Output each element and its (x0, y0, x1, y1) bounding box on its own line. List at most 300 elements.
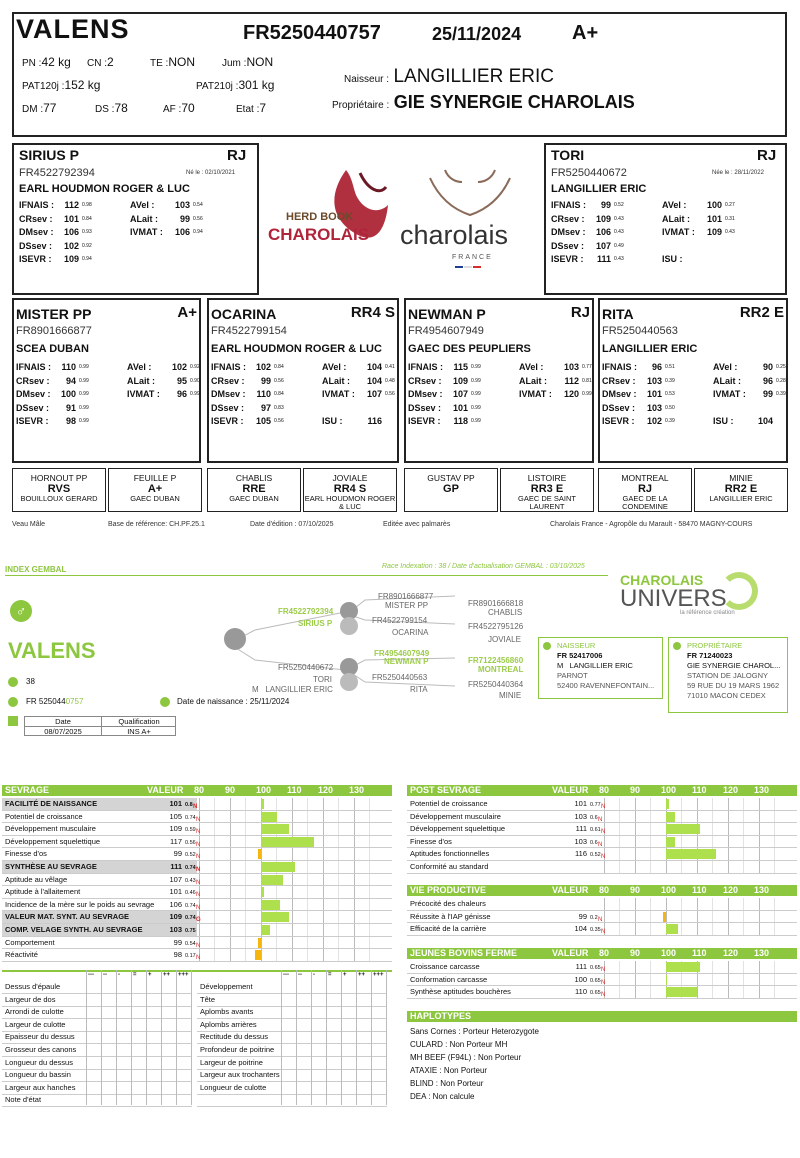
morpho-row (197, 981, 387, 993)
row-flag: N (196, 854, 201, 861)
index-value: 99 (179, 213, 190, 224)
grandparent-grade: RR2 E (739, 304, 784, 321)
gembal-id: FR 5250440757 (26, 697, 84, 706)
row-label: Développement musculaire (5, 824, 96, 834)
morpho-row (197, 1057, 387, 1069)
ggp-owner: BOUILLOUX GERARD (20, 494, 98, 503)
footer-base: Base de référence: CH.PF.25.1 (108, 521, 205, 528)
gembal-race-info: Race Indexation : 38 / Date d'actualisation GEMBAL : 03/10/2025 (382, 563, 585, 570)
sire-name: SIRIUS P (19, 147, 79, 163)
index-cd: 0.94 (193, 229, 203, 235)
ggp-owner: GAEC DE SAINT LAURENT (518, 494, 576, 511)
index-key: ISU : (322, 416, 343, 426)
row-cd: 0.2 (590, 914, 598, 921)
row-label: Incidence de la mère sur le poids au sevrage (5, 899, 155, 909)
morpho-col: -- (103, 972, 107, 978)
index-line (16, 416, 196, 429)
index-key: IFNAIS : (19, 200, 54, 210)
index-value: 103 (646, 375, 662, 386)
index-line (211, 375, 395, 389)
index-value: 99 (762, 389, 773, 399)
animal-grade: A+ (572, 22, 599, 44)
index-cd: 0.56 (274, 377, 284, 384)
morpho-col: ++ (163, 972, 171, 978)
morpho-col: = (328, 972, 332, 978)
grandparent-grade: RJ (570, 304, 590, 321)
grandparent-owner: SCEA DUBAN (16, 343, 89, 355)
index-value: 101 (452, 402, 468, 413)
row-cd: 0.6 (590, 814, 598, 821)
row-cd: 0.52 (185, 852, 196, 859)
morpho-row (2, 1006, 192, 1018)
index-cd: 0.27 (725, 202, 735, 208)
row-flag: N (601, 992, 606, 999)
row-label: Développement squelettique (410, 824, 506, 834)
morpho-row (197, 1006, 387, 1018)
index-key: IFNAIS : (602, 362, 637, 372)
row-cd: 0.77 (590, 802, 601, 808)
row-value: 117 (170, 836, 182, 846)
morpho-top (2, 970, 392, 972)
ggp-grade: RJ (637, 483, 653, 495)
row-cd: 0.61 (590, 827, 601, 834)
index-key: IFNAIS : (211, 362, 246, 372)
morpho-row (2, 1094, 192, 1106)
index-cd: 0.56 (385, 391, 395, 397)
dam-owner: LANGILLIER ERIC (551, 183, 647, 195)
scale-label: 120 (318, 785, 334, 795)
scale-label: 130 (754, 885, 770, 895)
row-value: 111 (170, 862, 182, 871)
index-value: 112 (64, 200, 79, 210)
row-value: 101 (169, 887, 182, 897)
race-icon (8, 677, 18, 687)
index-value: 102 (63, 240, 79, 251)
naisseur-card: NAISSEUR FR 52417006 M LANGILLIER ERIC PARNOT 52400 RAVENNEFONTAIN... (538, 637, 663, 699)
row-cd: 0.65 (590, 977, 601, 984)
index-key: DMsev : (211, 389, 246, 399)
index-bar (255, 950, 261, 960)
index-row (407, 836, 602, 848)
row-label: Finesse d'os (5, 849, 47, 859)
index-bar (666, 975, 667, 985)
grid-line (650, 961, 651, 999)
pedigree-node-valens (224, 628, 246, 650)
index-bar (666, 799, 669, 809)
morpho-grid (296, 970, 297, 1105)
row-flag: N (196, 879, 201, 886)
index-value: 100 (60, 389, 76, 399)
footer-sex: Veau Mâle (12, 521, 46, 528)
index-row (2, 886, 201, 899)
ggp-name: LISTOIRE (527, 473, 567, 483)
calendar-icon (160, 697, 170, 707)
row-cd: 0.74 (185, 814, 196, 821)
index-cd: 0.99 (471, 418, 481, 424)
index-key: DSsev : (551, 240, 585, 251)
scale-label: 80 (599, 885, 610, 895)
row-value: 109 (169, 824, 182, 834)
index-cd: 0.41 (385, 364, 395, 370)
index-line (408, 416, 588, 429)
grandparent-number: FR4954607949 (408, 325, 484, 337)
scale-label: 90 (630, 948, 641, 958)
index-value: 103 (646, 402, 662, 413)
index-bar (258, 849, 261, 859)
index-value: 101 (706, 213, 722, 224)
morpho-grid (146, 970, 147, 1105)
index-cd: 0.99 (79, 391, 89, 397)
index-line (408, 389, 592, 402)
ped-sdd-num: FR4522795126 (468, 622, 524, 631)
morpho-label: Tête (200, 994, 216, 1004)
ped-dss-name: MONTREAL (478, 665, 524, 674)
morpho-row (197, 1019, 387, 1031)
index-cd: 0.50 (665, 404, 675, 411)
grid-line (697, 898, 698, 936)
index-bar (261, 812, 277, 822)
section-header (407, 785, 797, 796)
index-bar (666, 849, 716, 859)
morpho-grid (341, 970, 342, 1105)
morpho-row (197, 1069, 387, 1081)
morpho-row (2, 1044, 192, 1056)
index-cd: 0.39 (776, 391, 786, 397)
index-value: 112 (564, 375, 579, 386)
index-line (211, 362, 395, 375)
morpho-col: +++ (178, 972, 189, 978)
index-cd: 0.92 (82, 242, 92, 249)
index-cd: 0.99 (471, 377, 481, 384)
index-cd: 0.39 (665, 418, 675, 424)
index-cd: 0.28 (776, 377, 786, 384)
valeur-label: VALEUR (552, 948, 589, 958)
row-flag: N (601, 829, 606, 836)
index-value: 96 (176, 389, 187, 399)
ggp-grade: RVS (47, 483, 71, 495)
index-row (2, 798, 197, 810)
index-key: ALait : (322, 375, 350, 386)
ped-sdd-name: JOVIALE (488, 635, 521, 644)
index-row (407, 798, 606, 810)
index-key: IVMAT : (130, 227, 163, 237)
dam-number: FR5250440672 (551, 167, 627, 179)
ggp-grade: A+ (147, 483, 163, 495)
ggp-name: FEUILLE P (133, 473, 177, 483)
great-grandparent-box (694, 468, 788, 512)
scale-label: 130 (754, 948, 770, 958)
row-label: SYNTHÈSE AU SEVRAGE (5, 862, 97, 871)
index-key: IVMAT : (713, 389, 746, 399)
row-flag: N (601, 929, 606, 936)
scale-label: 110 (287, 785, 302, 795)
cn-field: CN :2 (87, 55, 114, 69)
index-line (408, 403, 588, 416)
index-line (551, 241, 776, 254)
pat210-field: PAT210j :301 kg (196, 78, 275, 92)
index-key: IVMAT : (127, 389, 160, 399)
id-icon (8, 697, 18, 707)
index-value: 111 (596, 254, 611, 264)
index-value: 104 (366, 362, 382, 372)
ggp-grade: RR2 E (724, 483, 758, 495)
index-bar (666, 837, 675, 847)
row-value: 101 (169, 799, 182, 808)
index-key: ISU : (713, 416, 734, 426)
grid-line (619, 961, 620, 999)
ped-dam-num: FR5250440672 (278, 663, 334, 672)
index-value: 106 (174, 227, 190, 237)
row-cd: 0.75 (185, 928, 196, 934)
index-cd: 0.52 (614, 202, 624, 208)
index-row (2, 949, 201, 962)
scale-label: 90 (630, 785, 641, 795)
index-cd: 0.90 (190, 377, 200, 384)
index-row (2, 811, 201, 823)
row-cd: 0.6 (590, 839, 598, 846)
row-flag: N (196, 829, 201, 836)
morpho-grid (101, 970, 102, 1105)
index-cd: 0.84 (82, 215, 92, 222)
dam-grade: RJ (757, 147, 777, 164)
grandparent-number: FR5250440563 (602, 325, 678, 337)
row-cd: 0.17 (185, 953, 196, 960)
grid-line (635, 898, 636, 936)
grid-line (759, 898, 760, 936)
row-value: 103 (574, 811, 587, 821)
index-key: CRsev : (551, 213, 585, 224)
haplotype-item: BLIND : Non Porteur (410, 1079, 484, 1088)
index-cd: 0.99 (471, 364, 481, 370)
gembal-animal-name: VALENS (8, 638, 96, 663)
scale-label: 120 (723, 785, 739, 795)
scale-label: 80 (194, 785, 205, 795)
index-key: ALait : (662, 213, 690, 224)
scale-label: 130 (349, 785, 365, 795)
morpho-row (2, 994, 192, 1006)
row-separator (407, 935, 797, 936)
scale-label: 90 (630, 885, 641, 895)
section-title: SEVRAGE (5, 785, 50, 795)
morpho-row (2, 1019, 192, 1031)
morpho-col: +++ (373, 972, 384, 978)
index-line (551, 227, 776, 240)
row-label: Conformité au standard (410, 862, 489, 871)
index-line (16, 375, 200, 389)
row-value: 107 (169, 874, 182, 884)
animal-name: VALENS (16, 14, 130, 44)
index-bar (261, 925, 270, 935)
scale-label: 120 (723, 948, 739, 958)
great-grandparent-box (303, 468, 397, 512)
index-value: 118 (453, 416, 468, 426)
index-bar (666, 812, 675, 822)
index-row (2, 899, 201, 911)
ped-dd-num: FR5250440563 (372, 673, 428, 682)
grandparent-number: FR8901666877 (16, 325, 92, 337)
row-cd: 0.43 (185, 877, 196, 884)
te-field: TE :NON (150, 55, 196, 69)
scale-label: 110 (692, 948, 707, 958)
index-key: CRsev : (602, 375, 636, 386)
ped-sss-num: FR8901666818 (468, 599, 524, 608)
index-line (19, 214, 244, 227)
morpho-col: - (313, 972, 315, 978)
dam-name: TORI (551, 147, 585, 163)
index-value: 116 (367, 416, 382, 426)
index-key: CRsev : (16, 375, 50, 386)
morpho-label: Grosseur des canons (5, 1045, 77, 1054)
grandparent-owner: LANGILLIER ERIC (602, 343, 698, 355)
row-cd: 0.65 (590, 965, 601, 971)
index-value: 96 (651, 362, 662, 372)
index-cd: 0.53 (665, 391, 675, 397)
index-key: DMsev : (551, 227, 586, 237)
index-value: 103 (174, 200, 190, 210)
grid-line (712, 961, 713, 999)
morpho-grid (161, 970, 162, 1105)
row-value: 99 (578, 911, 587, 921)
index-key: IVMAT : (322, 389, 355, 399)
great-grandparent-box (500, 468, 594, 512)
ped-ds-name: NEWMAN P (384, 657, 429, 666)
index-value: 100 (706, 200, 722, 210)
morpho-row (197, 1044, 387, 1056)
morpho-label: Largeur de dos (5, 994, 56, 1004)
section-header (407, 948, 797, 959)
index-key: ISU : (662, 254, 683, 264)
index-bar (663, 912, 666, 922)
index-line (602, 403, 782, 416)
row-flag: N (196, 816, 201, 823)
index-cd: 0.99 (471, 391, 481, 397)
grid-line (619, 898, 620, 936)
index-value: 99 (260, 375, 271, 386)
morpho-label: Longueur de culotte (200, 1082, 267, 1092)
haplotype-item: ATAXIE : Non Porteur (410, 1066, 488, 1075)
index-key: AVel : (322, 362, 347, 372)
index-row (407, 923, 606, 936)
ped-dd-name: RITA (410, 685, 428, 694)
index-cd: 0.94 (82, 256, 92, 262)
index-value: 101 (646, 389, 662, 399)
ped-ddd-name: MINIE (499, 691, 522, 700)
sire-number: FR4522792394 (19, 167, 95, 179)
index-cd: 0.99 (79, 418, 89, 424)
morpho-label: Note d'état (5, 1095, 42, 1105)
dm-field: DM :77 (22, 101, 57, 115)
index-line (602, 416, 782, 429)
index-line (16, 362, 200, 375)
morpho-label: Largeur de poitrine (200, 1057, 263, 1067)
row-flag: N (598, 816, 603, 823)
grid-line (650, 898, 651, 936)
row-label: Développement musculaire (410, 811, 501, 821)
morpho-grid (311, 970, 312, 1105)
index-cd: 0.99 (79, 364, 89, 370)
ped-sd-num: FR4522799154 (372, 616, 428, 625)
index-line (19, 227, 244, 240)
scale-label: 130 (754, 785, 770, 795)
index-bar (666, 962, 700, 972)
index-key: IFNAIS : (408, 362, 443, 372)
ped-ss-num: FR8901666877 (378, 592, 434, 601)
index-line (19, 254, 244, 267)
grid-line (759, 961, 760, 999)
index-cd: 0.56 (274, 418, 284, 424)
index-bar (258, 938, 261, 948)
row-label: Réussite à l'IAP génisse (410, 911, 491, 921)
index-key: ISEVR : (551, 254, 584, 264)
sire-owner: EARL HOUDMON ROGER & LUC (19, 183, 190, 195)
charolais-france-logo: charolais FRANCE (400, 160, 540, 275)
index-cd: 0.48 (385, 377, 395, 384)
morpho-row (197, 1082, 387, 1094)
row-label: Aptitudes fonctionnelles (410, 849, 490, 859)
morpho-label: Dessus d'épaule (5, 982, 61, 991)
morpho-grid (116, 970, 117, 1105)
index-cd: 0.39 (665, 377, 675, 384)
index-cd: 0.99 (79, 377, 89, 384)
row-label: COMP. VELAGE SYNTH. AU SEVRAGE (5, 925, 143, 934)
row-flag: N (598, 841, 603, 848)
row-flag: N (196, 955, 201, 962)
ggp-name: HORNOUT PP (30, 473, 88, 483)
index-key: DMsev : (16, 389, 51, 399)
grid-line (728, 961, 729, 999)
index-bar (261, 837, 314, 847)
index-row (2, 924, 197, 936)
morpho-col: --- (88, 972, 94, 978)
great-grandparent-box (207, 468, 301, 512)
index-key: ALait : (519, 375, 547, 386)
index-line (602, 389, 786, 402)
morpho-label: Développement (200, 982, 253, 991)
index-value: 95 (176, 375, 187, 386)
row-value: 111 (575, 962, 587, 971)
row-label: Réactivité (5, 950, 38, 960)
row-cd: 0.46 (185, 890, 196, 897)
morpho-row (197, 1094, 387, 1106)
row-label: Potentiel de croissance (5, 811, 83, 821)
index-value: 109 (706, 227, 722, 237)
morpho-grid (326, 970, 327, 1105)
scale-label: 80 (599, 785, 610, 795)
morpho-sep (197, 1106, 387, 1107)
great-grandparent-box (598, 468, 692, 512)
index-value: 102 (646, 416, 662, 426)
grid-line (635, 961, 636, 999)
morpho-label: Epaisseur du dessus (5, 1032, 75, 1042)
morpho-col: --- (283, 972, 289, 978)
index-row (2, 848, 201, 861)
index-value: 96 (762, 375, 773, 386)
index-key: AVel : (713, 362, 738, 372)
ped-sd-name: OCARINA (392, 628, 429, 637)
row-flag: N (601, 804, 606, 810)
animal-id: FR5250440757 (243, 22, 381, 44)
row-value: 101 (574, 799, 587, 808)
row-label: Efficacité de la carrière (410, 924, 487, 934)
grandparent-name: NEWMAN P (408, 306, 486, 322)
index-line (16, 389, 200, 402)
index-row (407, 823, 606, 836)
scale-label: 100 (661, 948, 677, 958)
row-flag: N (196, 892, 201, 899)
morpho-grid (281, 970, 282, 1105)
index-cd: 0.84 (274, 391, 284, 397)
grandparent-owner: GAEC DES PEUPLIERS (408, 343, 531, 355)
